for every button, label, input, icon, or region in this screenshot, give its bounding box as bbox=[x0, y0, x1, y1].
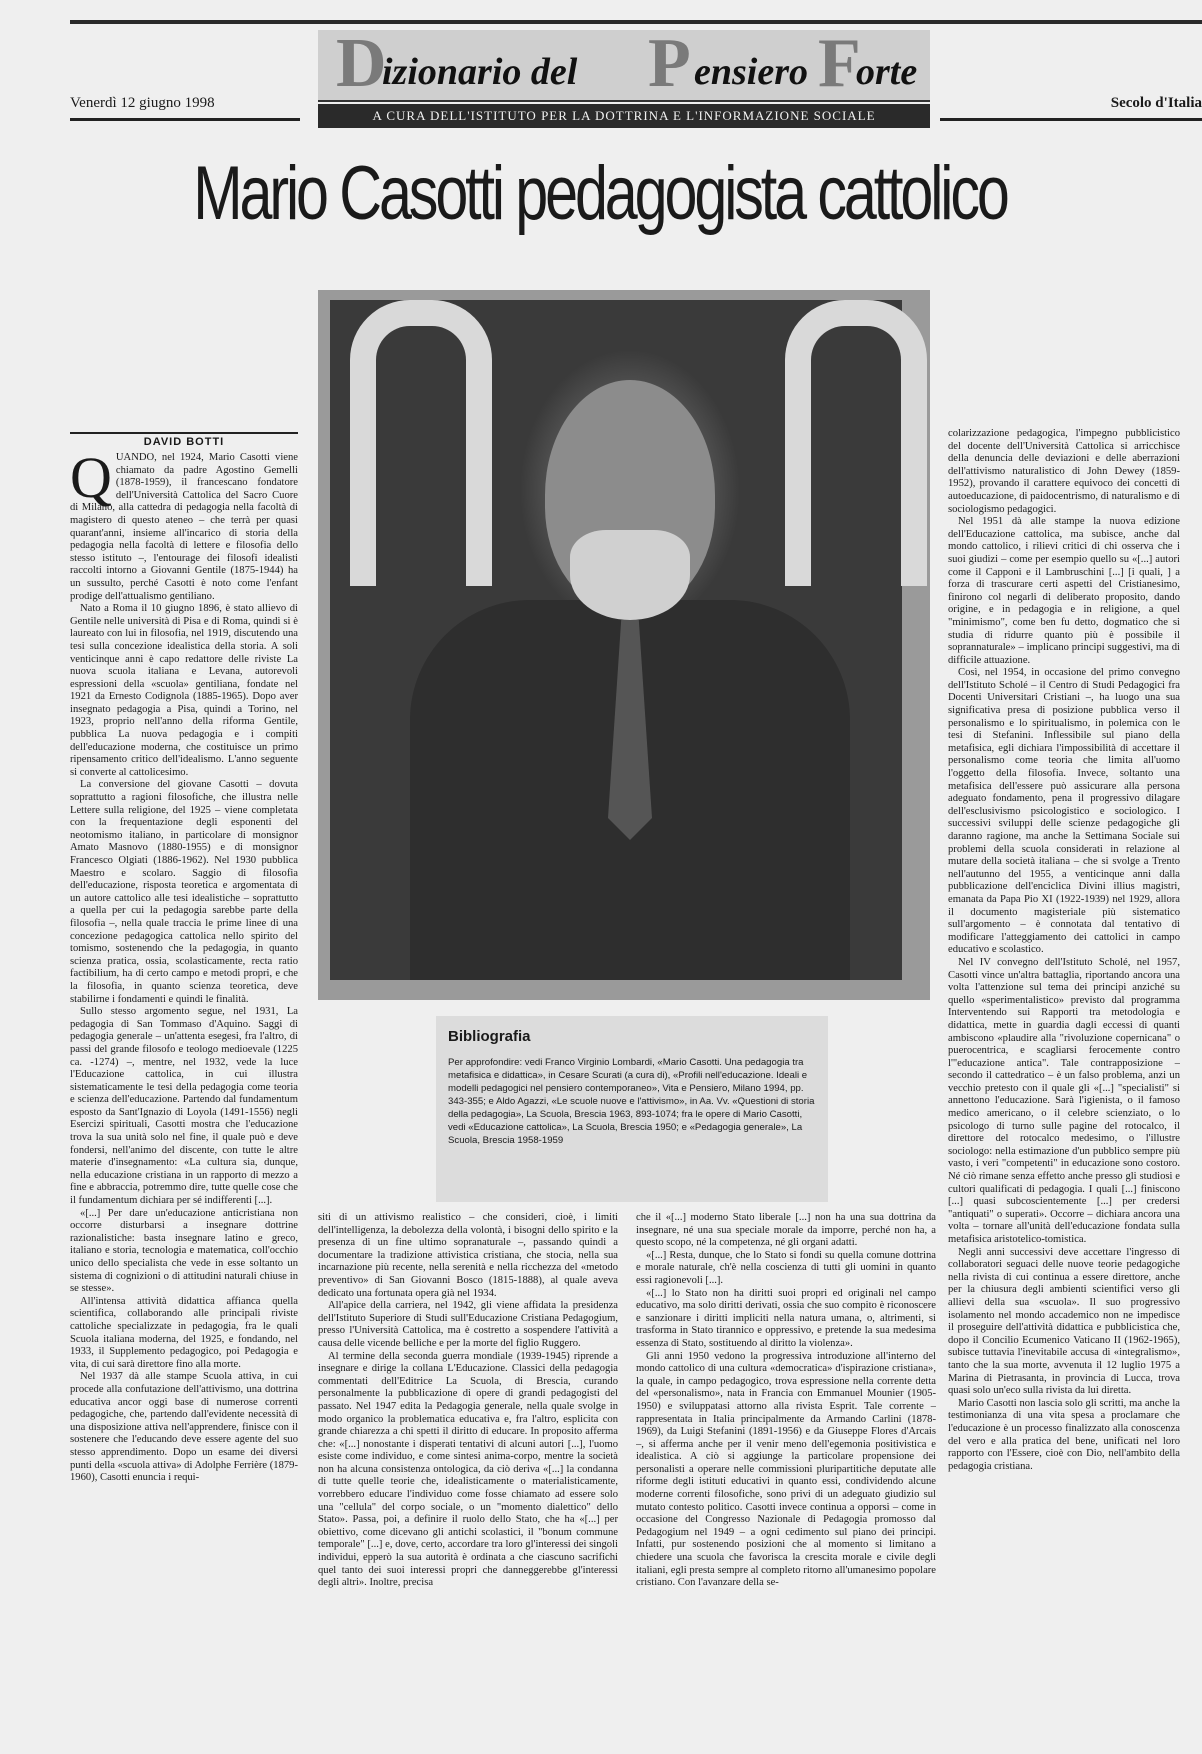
paragraph: colarizzazione pedagogica, l'impegno pubblicistico del docente dell'Università Cattolica si arricchisce della denuncia delle deviazioni e delle aberrazioni dell'attivismo naturalistico di John Dewey (1859-1952), provando il carattere equivoco dei concetti di autoeducazione, di paidocentrismo, di naturalismo e di sociologismo pedagogici. bbox=[948, 428, 1180, 515]
bibliography-box bbox=[436, 1016, 828, 1202]
bibliography-text: Per approfondire: vedi Franco Virginio Lombardi, «Mario Casotti. Una pedagogia tra metafisica e didattica», in Cesare Scurati (a cura di), «Profili nell'educazione. Ideali e modelli pedagogici nel pensiero contemporaneo», Vita e Pensiero, Milano 1994, pp. 343-355; e Aldo Agazzi, «Le scuole nuove e l'attivismo», in Aa. Vv. «Questioni di storia della pedagogia», La Scuola, Brescia 1963, 893-1074; fra le opere di Mario Casotti, vedi «Educazione cattolica», La Scuola, Brescia 1950; e «Pedagogia generale», La Scuola, Brescia 1958-1959 bbox=[448, 1057, 815, 1146]
paragraph: «[...] Resta, dunque, che lo Stato si fondi su quella comune dottrina e morale naturale, ch'è nella coscienza di tutti gli uomini in quanto essi ragionevoli [...]. bbox=[636, 1249, 936, 1286]
paragraph bbox=[70, 452, 298, 603]
article-column-2 bbox=[318, 1212, 618, 1752]
article-column-1 bbox=[70, 452, 298, 1752]
paragraph: Mario Casotti non lascia solo gli scritti, ma anche la testimonianza di una vita spesa a proclamare che l'educazione è un processo finalizzato alla conoscenza del vero e alla pratica del bene, unificati nel loro rapporto con l'Essere, cioè con Dio, nell'ambito della pedagogia cristiana. bbox=[948, 1397, 1180, 1472]
paragraph: Negli anni successivi deve accettare l'ingresso di collaboratori seguaci delle nuove teorie pedagogiche nella rivista di cui continua a essere direttore, anche per la chiusura degli ambienti scientifici verso gli allievi della sua «scuola». Il suo progressivo isolamento nel mondo accademico non ne impedisce il proseguire dell'attività didattica e pubblicistica che, dopo il Concilio Ecumenico Vaticano II (1962-1965), subisce tuttavia l'inevitabile accusa di «integralismo», tanto che la sua morte, avvenuta il 12 luglio 1975 a Marina di Pietrasanta, in provincia di Lucca, trova quasi solo un'eco sulla rivista da lui diretta. bbox=[948, 1246, 1180, 1397]
paragraph: All'intensa attività didattica affianca quella scientifica, collaborando alle principali riviste cattoliche specializzate in pedagogia, fra le quali Scuola italiana moderna, del 1925, e fondando, nel 1933, il Supplemento pedagogico, poi Pedagogia e vita, di cui sarà direttore fino alla morte. bbox=[70, 1295, 298, 1370]
masthead-subtitle: A CURA DELL'ISTITUTO PER LA DOTTRINA E L'INFORMAZIONE SOCIALE bbox=[318, 104, 930, 128]
masthead bbox=[318, 25, 930, 130]
article-column-3 bbox=[636, 1212, 936, 1752]
newspaper-name: Secolo d'Italia bbox=[1110, 95, 1202, 111]
paragraph: Così, nel 1954, in occasione del primo convegno dell'Istituto Scholé – il Centro di Studi Pedagogici fra Docenti Universitari Cristiani –, ha luogo una sua significativa presa di posizione pubblica verso il personalismo e lo spiritualismo, in polemica con le tesi di Stefanini. Inflessibile sul piano della metafisica, egli dichiara l'impossibilità di accettare il personalismo come teoria che limita all'uomo l'oggetto della filosofia. Invece, soltanto una metafisica dell'essere può assicurare alla persona adeguato fondamento, pena il progressivo dilagare dell'esclusivismo psicologistico e sociologico. I successivi sviluppi delle scienze pedagogiche gli daranno ragione, ma anche la Settimana Sociale sui problemi della scuola considerati in relazione al mutare della società italiana – che si svolge a Trento nell'autunno del 1955, a venticinque anni dalla pubblicazione dell'enciclica Divini illius magistri, emanata da Papa Pio XI (1922-1939) nel 1929, allora il documento magisteriale più sistematico sull'argomento – è connotata dal tentativo di modificare l'atteggiamento dei cattolici in campo educativo e scolastico. bbox=[948, 667, 1180, 956]
paragraph: siti di un attivismo realistico – che consideri, cioè, i limiti dell'intelligenza, la debolezza della volontà, i bisogni dello spirito e la presenza di un fine ultimo sopranaturale –, passando quindi a documentare la tradizione attivistica cristiana, che stocia, nella sua incarnazione più recente, nella serenità e nella ricchezza del «metodo preventivo» di San Giovanni Bosco (1815-1888), al quale aveva dedicato una fortunata opera già nel 1934. bbox=[318, 1212, 618, 1299]
paragraph: Nel 1951 dà alle stampe la nuova edizione dell'Educazione cattolica, ma subisce, anche dal mondo cattolico, i rilievi critici di chi osserva che i suoi giudizi – come per esempio quello su «[...] autori come il Capponi e il Lambruschini [...] [i quali, ] a forza di trascurare certi aspetti del Cristianesimo, finirono col negarli di deliberato proposito, dando origine, e in pedagogia e in religione, a quel "minimismo", come ben fu detto, dogmatico che si studia di ridurre quanto più è possibile il soprannaturale» – implicano principi suggestivi, ma di difficile attuazione. bbox=[948, 516, 1180, 666]
masthead-initial-2: P bbox=[648, 25, 691, 102]
masthead-word-3: orte bbox=[856, 51, 918, 93]
photo-image bbox=[330, 300, 902, 980]
masthead-word-1: izionario del bbox=[382, 51, 578, 93]
paragraph-text: UANDO, nel 1924, Mario Casotti viene chiamato da padre Agostino Gemelli (1878-1959), il francescano fondatore dell'Università Cattolica del Sacro Cuore di Milano, alla cattedra di pedagogia nella facoltà di magistero di questo ateneo – che terrà per quasi quarant'anni, insieme all'incarico di storia della pedagogia nella facoltà di lettere e filosofia dello stesso istituto –, l'entourage dei filosofi idealisti raccolti intorno a Giovanni Gentile (1875-1944) ha un sussulto, perché Casotti è noto come l'enfant prodige dell'attualismo gentiliano. bbox=[70, 452, 298, 602]
paragraph: «[...] Per dare un'educazione anticristiana non occorre disturbarsi a insegnare dottrine razionalistiche: basta insegnare latino e greco, italiano e storia, tecnologia e matematica, coll'occhio unico dello specialista che vede in esse soltanto un sistema di cognizioni o di attitudini naturali chiuse in se stesse». bbox=[70, 1207, 298, 1295]
paragraph: Gli anni 1950 vedono la progressiva introduzione all'interno del mondo cattolico di una cultura «democratica» d'ispirazione cristiana», la quale, in campo pedagogico, trova espressione nella corrente detta del «personalismo», nata in Francia con Emmanuel Mounier (1905-1950) e sviluppatasi attorno alla rivista Esprit. Tale corrente – rappresentata in Italia principalmente da Armando Carlini (1878-1969), da Luigi Stefanini (1891-1956) e da Giuseppe Flores d'Arcais –, si afferma anche per il venir meno dell'egemonia positivistica e idealistica. A ciò si aggiunge la particolare propensione dei personalisti a operare nelle commissioni pluripartitiche deputate alle riforme degli istituti educativi in quanto essi, condividendo alcune moderne correnti filosofiche, sono privi di un adeguato giudizio sul mutato contesto politico. Casotti invece continua a opporsi – come in occasione del Congresso Nazionale di Pedagogia promosso dal Pedagogium nel 1949 – a ogni cedimento sul piano dei principi. Infatti, pur sostenendo posizioni che al momento si limitano a chiedere una scuola che favorisca la crescita morale e civile degli italiani, egli presta sempre al completo ritorno all'umanesimo popolare cristiano. Con l'avanzare della se- bbox=[636, 1350, 936, 1589]
top-rule bbox=[70, 20, 1202, 24]
header-rule-right bbox=[940, 118, 1202, 121]
article-column-4 bbox=[948, 428, 1180, 1752]
photo-arch-left bbox=[350, 300, 492, 586]
masthead-word-2: ensiero bbox=[694, 51, 808, 93]
paragraph: Nel 1937 dà alle stampe Scuola attiva, in cui procede alla confutazione dell'attivismo, una dottrina educativa ancor oggi base di numerose correnti pedagogiche, che, partendo dall'evidente necessità di una disposizione attiva nell'apprendere, finisce con il sostenere che l'educando deve essere agente del suo stesso apprendimento. Dopo un esame dei diversi punti della «scuola attiva» di Adolphe Ferrière (1879-1960), Casotti enuncia i requi- bbox=[70, 1371, 298, 1484]
portrait-photo bbox=[318, 290, 930, 1000]
paragraph: All'apice della carriera, nel 1942, gli viene affidata la presidenza dell'Istituto Superiore di Studi sull'Educazione Cristiana Pedagogium, presso l'Università Cattolica, ma è costretto a sospendere l'attività a causa delle vicende belliche e per la morte del figlio Ruggero. bbox=[318, 1300, 618, 1349]
paragraph: «[...] lo Stato non ha diritti suoi propri ed originali nel campo educativo, ma solo diritti derivati, ossia che suo compito è riconoscere e sanzionare i diritti impliciti nella natura umana, o, altrimenti, si trasforma in Stato tirannico e oppressivo, e pretende la sua medesima essenza di Stato, sostituendo al diritto la violenza». bbox=[636, 1287, 936, 1349]
paragraph: Nel IV convegno dell'Istituto Scholé, nel 1957, Casotti vince un'altra battaglia, riportando ancora una volta l'attenzione sul tema dei principi anziché su quello «sperimentalistico» previsto dal programma Interventendo sui Rapporti tra metodologia e didattica, mette in guardia dagli eccessi di quanti ambiscono «plaudire alla "rivoluzione copernicana" o puerocentrica, e scagliarsi ferocemente contro l'"educazione antica". Tale contrapposizione – secondo il cattedratico – è un falso problema, anzi un vecchio pretesto con il quale gli «[...] "specialisti" si annettono l'educazione. Sarà l'igienista, o il famoso medico americano, o il celebre scienziato, o lo psicologo di turno sulle pagine del rotocalco, il direttore del rotocalco medesimo, o l'illustre sociologo: nella estimazione d'un pubblico sempre più vasto, i veri "competenti" in educazione sono costoro. Né ciò rimane senza effetto anche presso gli studiosi e cultori qualificati di pedagogia. I quali [...] finiscono [...] quasi subcoscientemente [...] per credersi "antiquati" o superati». Occorre – dichiara ancora una volta – tornare all'unità dell'educazione fondata sulla metafisica aristotelico-tomistica. bbox=[948, 956, 1180, 1245]
issue-date: Venerdì 12 giugno 1998 bbox=[70, 95, 215, 111]
paragraph: Nato a Roma il 10 giugno 1896, è stato allievo di Gentile nelle università di Pisa e di Roma, quindi si è laureato con lui in filosofia, nel 1919, discutendo una tesi sulla concezione idealistica della storia. A soli venticinque anni è capo redattore delle riviste La nuova scuola italiana e Levana, autorevoli espressioni della «scuola» gentiliana, fondate nel 1921 da Ernesto Codignola (1885-1965). Dopo aver insegnato pedagogia a Pisa, quindi a Torino, nel 1923, proprio nell'anno della riforma Gentile, pubblica La nuova pedagogia e i compiti dell'educazione moderna, che costituisce un primo ripensamento critico dell'idealismo. L'anno seguente si converte al cattolicesimo. bbox=[70, 603, 298, 778]
author-byline: DAVID BOTTI bbox=[70, 432, 298, 448]
paragraph: che il «[...] moderno Stato liberale [...] non ha una sua dottrina da insegnare, né una sua speciale morale da imporre, perché non ha, a questo scopo, né la competenza, né gli organi adatti. bbox=[636, 1212, 936, 1249]
drop-cap: Q bbox=[70, 452, 112, 510]
paragraph: Sullo stesso argomento segue, nel 1931, La pedagogia di San Tommaso d'Aquino. Saggi di pedagogia generale – un'attenta esegesi, fra l'altro, di passi del grande filosofo e teologo medioevale (1225 ca. -1274) –, mentre, nel 1932, vede la luce l'Educazione cattolica, in cui illustra sistematicamente le tesi della pedagogia come teoria e scienza dell'educazione. Partendo dal fundamentum esposto da Sant'Ignazio di Loyola (1491-1556) negli Esercizi spirituali, Casotti mostra che l'educazione trova la sua unità solo nel fine, il quale può e deve fondersi, nell'animo del discente, con tutte le altre materie d'insegnamento: «La cultura sia, dunque, nella educazione cristiana in un rapporto di mezzo a fine e abbraccia, potremmo dire, tutte quelle cose che il fundamentum dichiara per sé indifferenti [...]. bbox=[70, 1006, 298, 1207]
headline: Mario Casotti pedagogista cattolico bbox=[193, 151, 1007, 236]
paragraph: La conversione del giovane Casotti – dovuta soprattutto a ragioni filosofiche, che illustra nelle Lettere sulla religione, del 1925 – viene completata con la frequentazione degli esponenti del neotomismo italiano, in particolare di monsignor Amato Masnovo (1880-1955) e di monsignor Francesco Olgiati (1886-1962). Nel 1930 pubblica Maestro e scolaro. Saggio di filosofia dell'educazione, risposta teoretica e argomentata di un autore cattolico alle tesi idealistiche – soprattutto a quella per cui la pedagogia sarebbe parte della filosofia –, nella quale traccia le prime linee di una concezione pedagogica cattolica nello spirito del tomismo, sostenendo che la pedagogia, in quanto scienza pratica, ossia, scolasticamente, recta ratio factibilium, ha di certo campo e metodi propri, e che la filosofia, in quanto scienza teoretica, deve stabilirne i fondamenti e quindi le finalità. bbox=[70, 779, 298, 1005]
photo-beard bbox=[570, 530, 690, 620]
masthead-initial-1: D bbox=[336, 25, 387, 102]
header-rule-left bbox=[70, 118, 300, 121]
masthead-initial-3: F bbox=[818, 25, 861, 102]
photo-arch-right bbox=[785, 300, 927, 586]
paragraph: Al termine della seconda guerra mondiale (1939-1945) riprende a insegnare e dirige la collana L'Educazione. Classici della pedagogia commentati dell'Editrice La Scuola, di Brescia, curando personalmente la pubblicazione di opere di grandi pedagogisti del passato. Nel 1947 edita la Pedagogia generale, nella quale svolge in modo organico la problematica educativa e, fra l'altro, esplicita con grande chiarezza a chi spetti il diritto di educare. In proposito afferma che: «[...] nonostante i disperati tentativi di alcuni autori [...], l'uomo esiste come individuo, e come sintesi anima-corpo, mentre la società non ha alcuna consistenza ontologica, da ciò deriva «[...] la condanna di tutte quelle teorie che, idealisticamente o materialisticamente, vorrebbero educare l'individuo come fosse chiamato ad essere solo una "cellula" del corpo sociale, o un "momento dialettico" dello Stato». Passa, poi, a definire il ruolo dello Stato, che ha «[...] per obiettivo, come dicevano gli antichi scolastici, il "bonum commune temporale" [...] e, dove, certo, accordare tra loro gl'interessi dei singoli individui, epperò la sua autorità è ordinata a che ciascuno sacrifichi quel tanto dei suoi interessi propri che danneggerebbe gl'interessi degli altri». Inoltre, precisa bbox=[318, 1350, 618, 1589]
bibliography-title: Bibliografia bbox=[448, 1028, 531, 1045]
masthead-title bbox=[318, 25, 930, 102]
